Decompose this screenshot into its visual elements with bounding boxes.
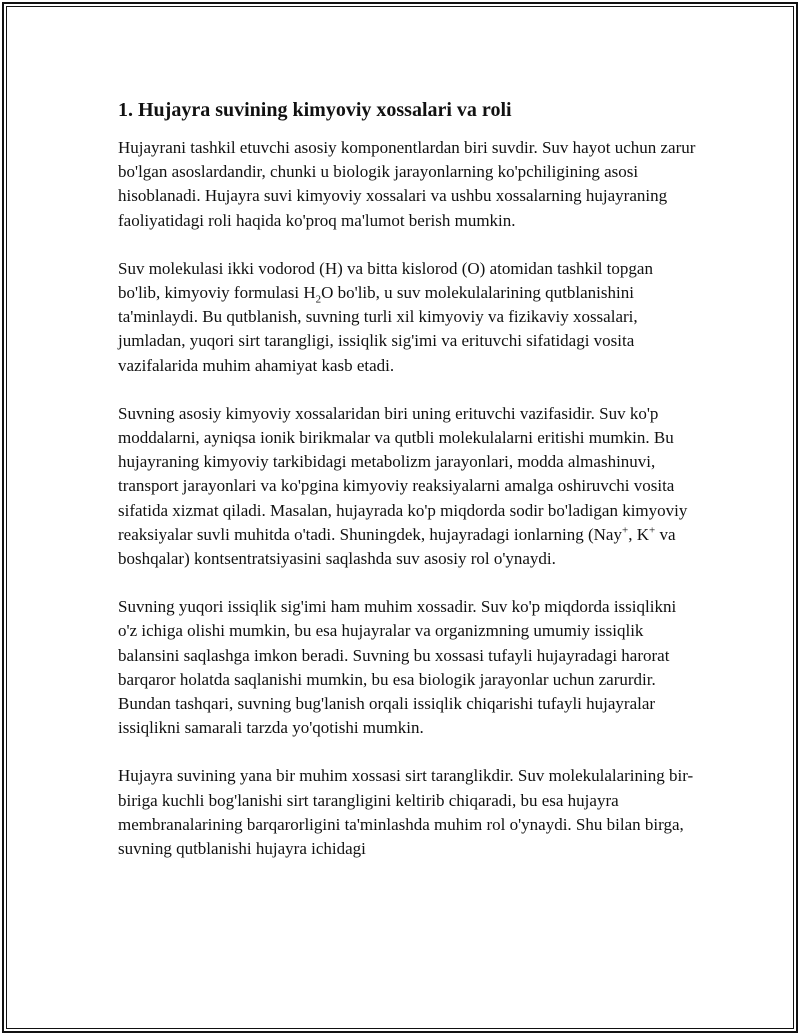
paragraph-3-text-b: , K xyxy=(628,524,649,544)
section-heading: 1. Hujayra suvining kimyoviy xossalari va roli xyxy=(118,99,512,121)
paragraph-5: Hujayra suvining yana bir muhim xossasi sirt taranglikdir. Suv molekulalarining bir-biriga kuchli bog'lanishi sirt tarangligini keltirib chiqaradi, bu esa hujayra membranalarining barqarorligini ta'minlashda muhim rol o'ynaydi. Shu bilan birga, suvning qutblanishi hujayra ichidagi xyxy=(118,766,694,859)
superscript-plus-2: + xyxy=(648,524,656,537)
superscript-plus-1: + xyxy=(621,524,629,537)
paragraph-4: Suvning yuqori issiqlik sig'imi ham muhim xossadir. Suv ko'p miqdorda issiqlikni o'z ichiga olishi mumkin, bu esa hujayralar va organizmning umumiy issiqlik balansini saqlashga imkon beradi. Suvning bu xossasi tufayli hujayradagi harorat barqaror holatda saqlanishi mumkin, bu esa biologik jarayonlar uchun zarurdir. Bundan tashqari, suvning bug'lanish orqali issiqlik chiqarishi tufayli hujayralar issiqlikni samarali tarzda yo'qotishi mumkin. xyxy=(118,597,677,738)
paragraph-3 xyxy=(118,402,698,571)
document-page xyxy=(2,2,798,1033)
paragraph-3-text-c: va boshqalar) kontsentratsiyasini saqlashda suv asosiy rol o'ynaydi. xyxy=(118,524,676,569)
paragraph-3-text-a: Suvning asosiy kimyoviy xossalaridan biri uning erituvchi vazifasidir. Suv ko'p moddalarni, ayniqsa ionik birikmalar va qutbli molekulalarni eritishi mumkin. Bu hujayraning kimyoviy tarkibidagi metabolizm jarayonlari, modda almashinuvi, transport jarayonlari va ko'pgina kimyoviy reaksiyalarni amalga oshiruvchi vosita sifatida xizmat qiladi. Masalan, hujayrada ko'p miqdorda sodir bo'ladigan kimyoviy reaksiyalar suvli muhitda o'tadi. Shuningdek, hujayradagi ionlarning (Nay xyxy=(118,403,688,544)
document-body xyxy=(118,96,698,885)
paragraph-1: Hujayrani tashkil etuvchi asosiy komponentlardan biri suvdir. Suv hayot uchun zarur bo'lgan asoslardandir, chunki u biologik jarayonlarning ko'pchiligining asosi hisoblanadi. Hujayra suvi kimyoviy xossalari va ushbu xossalarning hujayraning faoliyatidagi roli haqida ko'proq ma'lumot berish mumkin. xyxy=(118,138,696,230)
paragraph-2-text-b: O bo'lib, u suv molekulalarining qutblanishini ta'minlaydi. Bu qutblanish, suvning turli xil kimyoviy va fizikaviy xossalari, jumladan, yuqori sirt tarangligi, issiqlik sig'imi va erituvchi sifatidagi vosita vazifalarida muhim ahamiyat kasb etadi. xyxy=(118,283,638,375)
paragraph-2 xyxy=(118,257,698,378)
paragraph-2-text-a: Suv molekulasi ikki vodorod (H) va bitta kislorod (O) atomidan tashkil topgan bo'lib, kimyoviy formulasi H xyxy=(118,258,653,303)
subscript-2: 2 xyxy=(315,293,322,306)
